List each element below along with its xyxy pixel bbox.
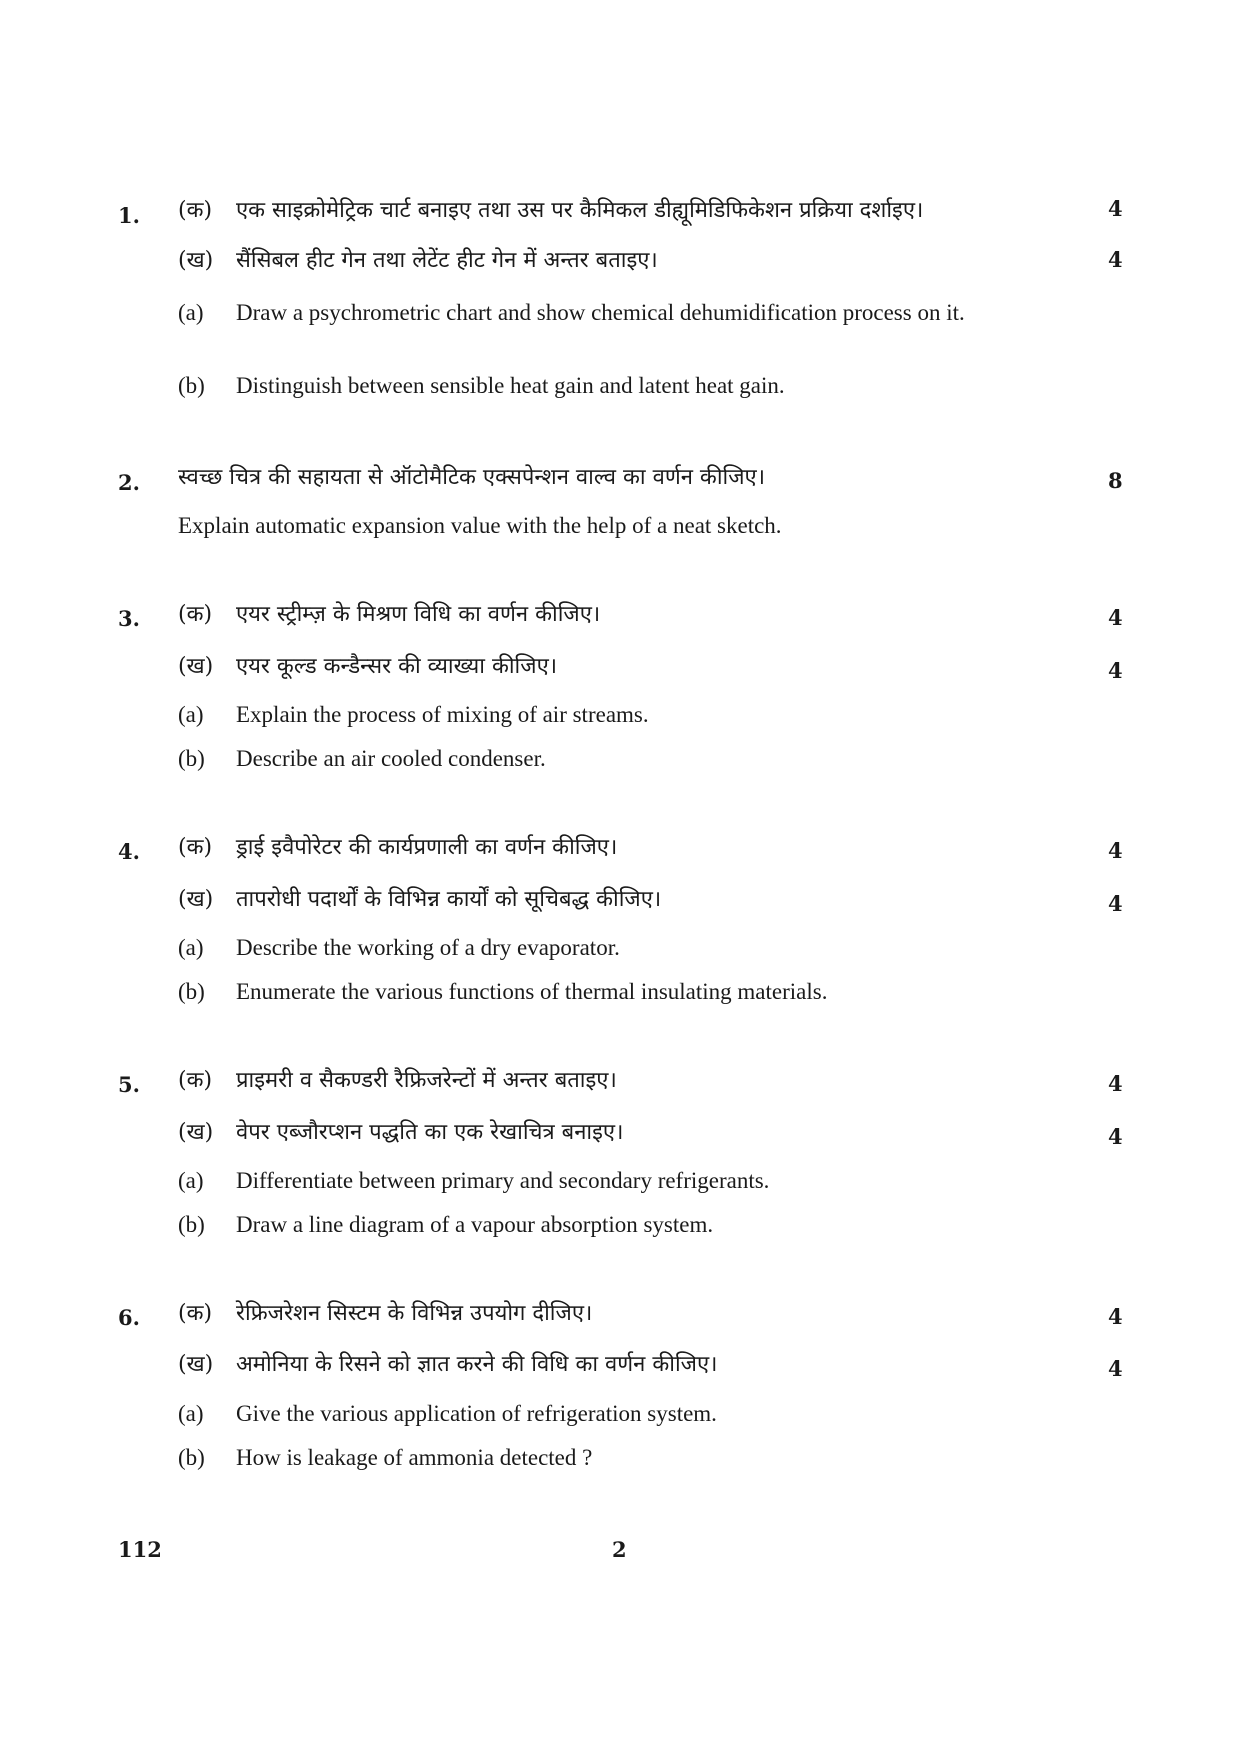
subpart-label: (क) xyxy=(178,835,213,860)
subpart-text: प्राइमरी व सैकण्डरी रैफ्रिजरेन्टों में अन्तर बताइए। xyxy=(236,1068,617,1093)
subpart-text: How is leakage of ammonia detected ? xyxy=(236,1445,593,1470)
question-number: 6. xyxy=(118,1305,140,1330)
subpart-text: ड्राई इवैपोरेटर की कार्यप्रणाली का वर्णन कीजिए। xyxy=(236,835,618,860)
subpart-label: (क) xyxy=(178,198,213,223)
hindi-subpart-a xyxy=(178,196,1078,226)
subpart-text: एयर कूल्ड कन्डैन्सर की व्याख्या कीजिए। xyxy=(236,654,558,679)
subpart-text: Draw a line diagram of a vapour absorption system. xyxy=(236,1212,714,1237)
subpart-label: (a) xyxy=(178,702,204,727)
subpart-label: (a) xyxy=(178,1401,204,1426)
marks: 8 xyxy=(1108,468,1123,493)
marks: 4 xyxy=(1108,247,1123,272)
marks: 4 xyxy=(1108,605,1123,630)
question-number: 5. xyxy=(118,1072,140,1097)
subpart-text: वेपर एब्जौरप्शन पद्धति का एक रेखाचित्र बनाइए। xyxy=(236,1120,624,1145)
english-subpart-b xyxy=(178,371,1078,401)
subpart-label: (ख) xyxy=(178,1352,214,1377)
page-number: 2 xyxy=(612,1537,627,1562)
question-number: 4. xyxy=(118,839,140,864)
hindi-subpart-a xyxy=(178,1066,1078,1096)
english-subpart-a xyxy=(178,1166,1078,1196)
hindi-subpart-a xyxy=(178,1299,1078,1329)
english-subpart-b xyxy=(178,744,1078,774)
subpart-text: Give the various application of refrigeration system. xyxy=(236,1401,717,1426)
subpart-label: (b) xyxy=(178,979,205,1004)
subpart-label: (b) xyxy=(178,1212,205,1237)
subpart-label: (ख) xyxy=(178,1120,214,1145)
subpart-text: एयर स्ट्रीम्ज़ के मिश्रण विधि का वर्णन कीजिए। xyxy=(236,602,601,627)
marks: 4 xyxy=(1108,196,1123,221)
subpart-text: अमोनिया के रिसने को ज्ञात करने की विधि का वर्णन कीजिए। xyxy=(236,1352,718,1377)
english-subpart-b xyxy=(178,1443,1078,1473)
marks: 4 xyxy=(1108,1356,1123,1381)
subpart-label: (क) xyxy=(178,602,213,627)
hindi-subpart-b xyxy=(178,1118,1078,1148)
english-subpart-b xyxy=(178,1210,1078,1240)
marks: 4 xyxy=(1108,1304,1123,1329)
subpart-text: Draw a psychrometric chart and show chemical dehumidification process on it. xyxy=(236,300,965,325)
subpart-text: रेफ्रिजरेशन सिस्टम के विभिन्न उपयोग दीजिए। xyxy=(236,1301,593,1326)
question-number: 2. xyxy=(118,470,140,495)
subpart-text: Distinguish between sensible heat gain and latent heat gain. xyxy=(236,373,785,398)
english-text: Explain automatic expansion value with the help of a neat sketch. xyxy=(178,513,782,538)
english-subpart-a xyxy=(178,1399,1078,1429)
english-subpart-a xyxy=(178,298,1078,328)
subpart-label: (b) xyxy=(178,1445,205,1470)
subpart-label: (ख) xyxy=(178,654,214,679)
hindi-text: स्वच्छ चित्र की सहायता से ऑटोमैटिक एक्सपेन्शन वाल्व का वर्णन कीजिए। xyxy=(178,465,766,490)
subpart-label: (a) xyxy=(178,935,204,960)
hindi-subpart-b xyxy=(178,246,1078,276)
marks: 4 xyxy=(1108,1071,1123,1096)
subpart-text: एक साइक्रोमेट्रिक चार्ट बनाइए तथा उस पर कैमिकल डीह्यूमिडिफिकेशन प्रक्रिया दर्शाइए। xyxy=(236,198,924,223)
subpart-label: (क) xyxy=(178,1068,213,1093)
marks: 4 xyxy=(1108,891,1123,916)
marks: 4 xyxy=(1108,838,1123,863)
hindi-subpart-b xyxy=(178,885,1078,915)
english-subpart-a xyxy=(178,700,1078,730)
subpart-label: (b) xyxy=(178,746,205,771)
marks: 4 xyxy=(1108,658,1123,683)
question-number: 3. xyxy=(118,606,140,631)
hindi-subpart-a xyxy=(178,833,1078,863)
subpart-label: (b) xyxy=(178,373,205,398)
subpart-text: Describe the working of a dry evaporator. xyxy=(236,935,620,960)
subpart-text: Describe an air cooled condenser. xyxy=(236,746,546,771)
subpart-label: (a) xyxy=(178,300,204,325)
hindi-subpart-a xyxy=(178,600,1078,630)
subpart-label: (क) xyxy=(178,1301,213,1326)
english-subpart-b xyxy=(178,977,1078,1007)
subpart-text: Explain the process of mixing of air streams. xyxy=(236,702,649,727)
subpart-text: सैंसिबल हीट गेन तथा लेटेंट हीट गेन में अन्तर बताइए। xyxy=(236,248,658,273)
marks: 4 xyxy=(1108,1124,1123,1149)
subpart-text: Enumerate the various functions of thermal insulating materials. xyxy=(236,979,828,1004)
subpart-label: (a) xyxy=(178,1168,204,1193)
question-number: 1. xyxy=(118,203,140,228)
subpart-label: (ख) xyxy=(178,248,214,273)
subpart-label: (ख) xyxy=(178,887,214,912)
english-subpart-a xyxy=(178,933,1078,963)
paper-code: 112 xyxy=(118,1537,162,1562)
hindi-subpart-b xyxy=(178,652,1078,682)
subpart-text: Differentiate between primary and secondary refrigerants. xyxy=(236,1168,770,1193)
hindi-subpart-b xyxy=(178,1350,1078,1380)
subpart-text: तापरोधी पदार्थों के विभिन्न कार्यों को सूचिबद्ध कीजिए। xyxy=(236,887,662,912)
